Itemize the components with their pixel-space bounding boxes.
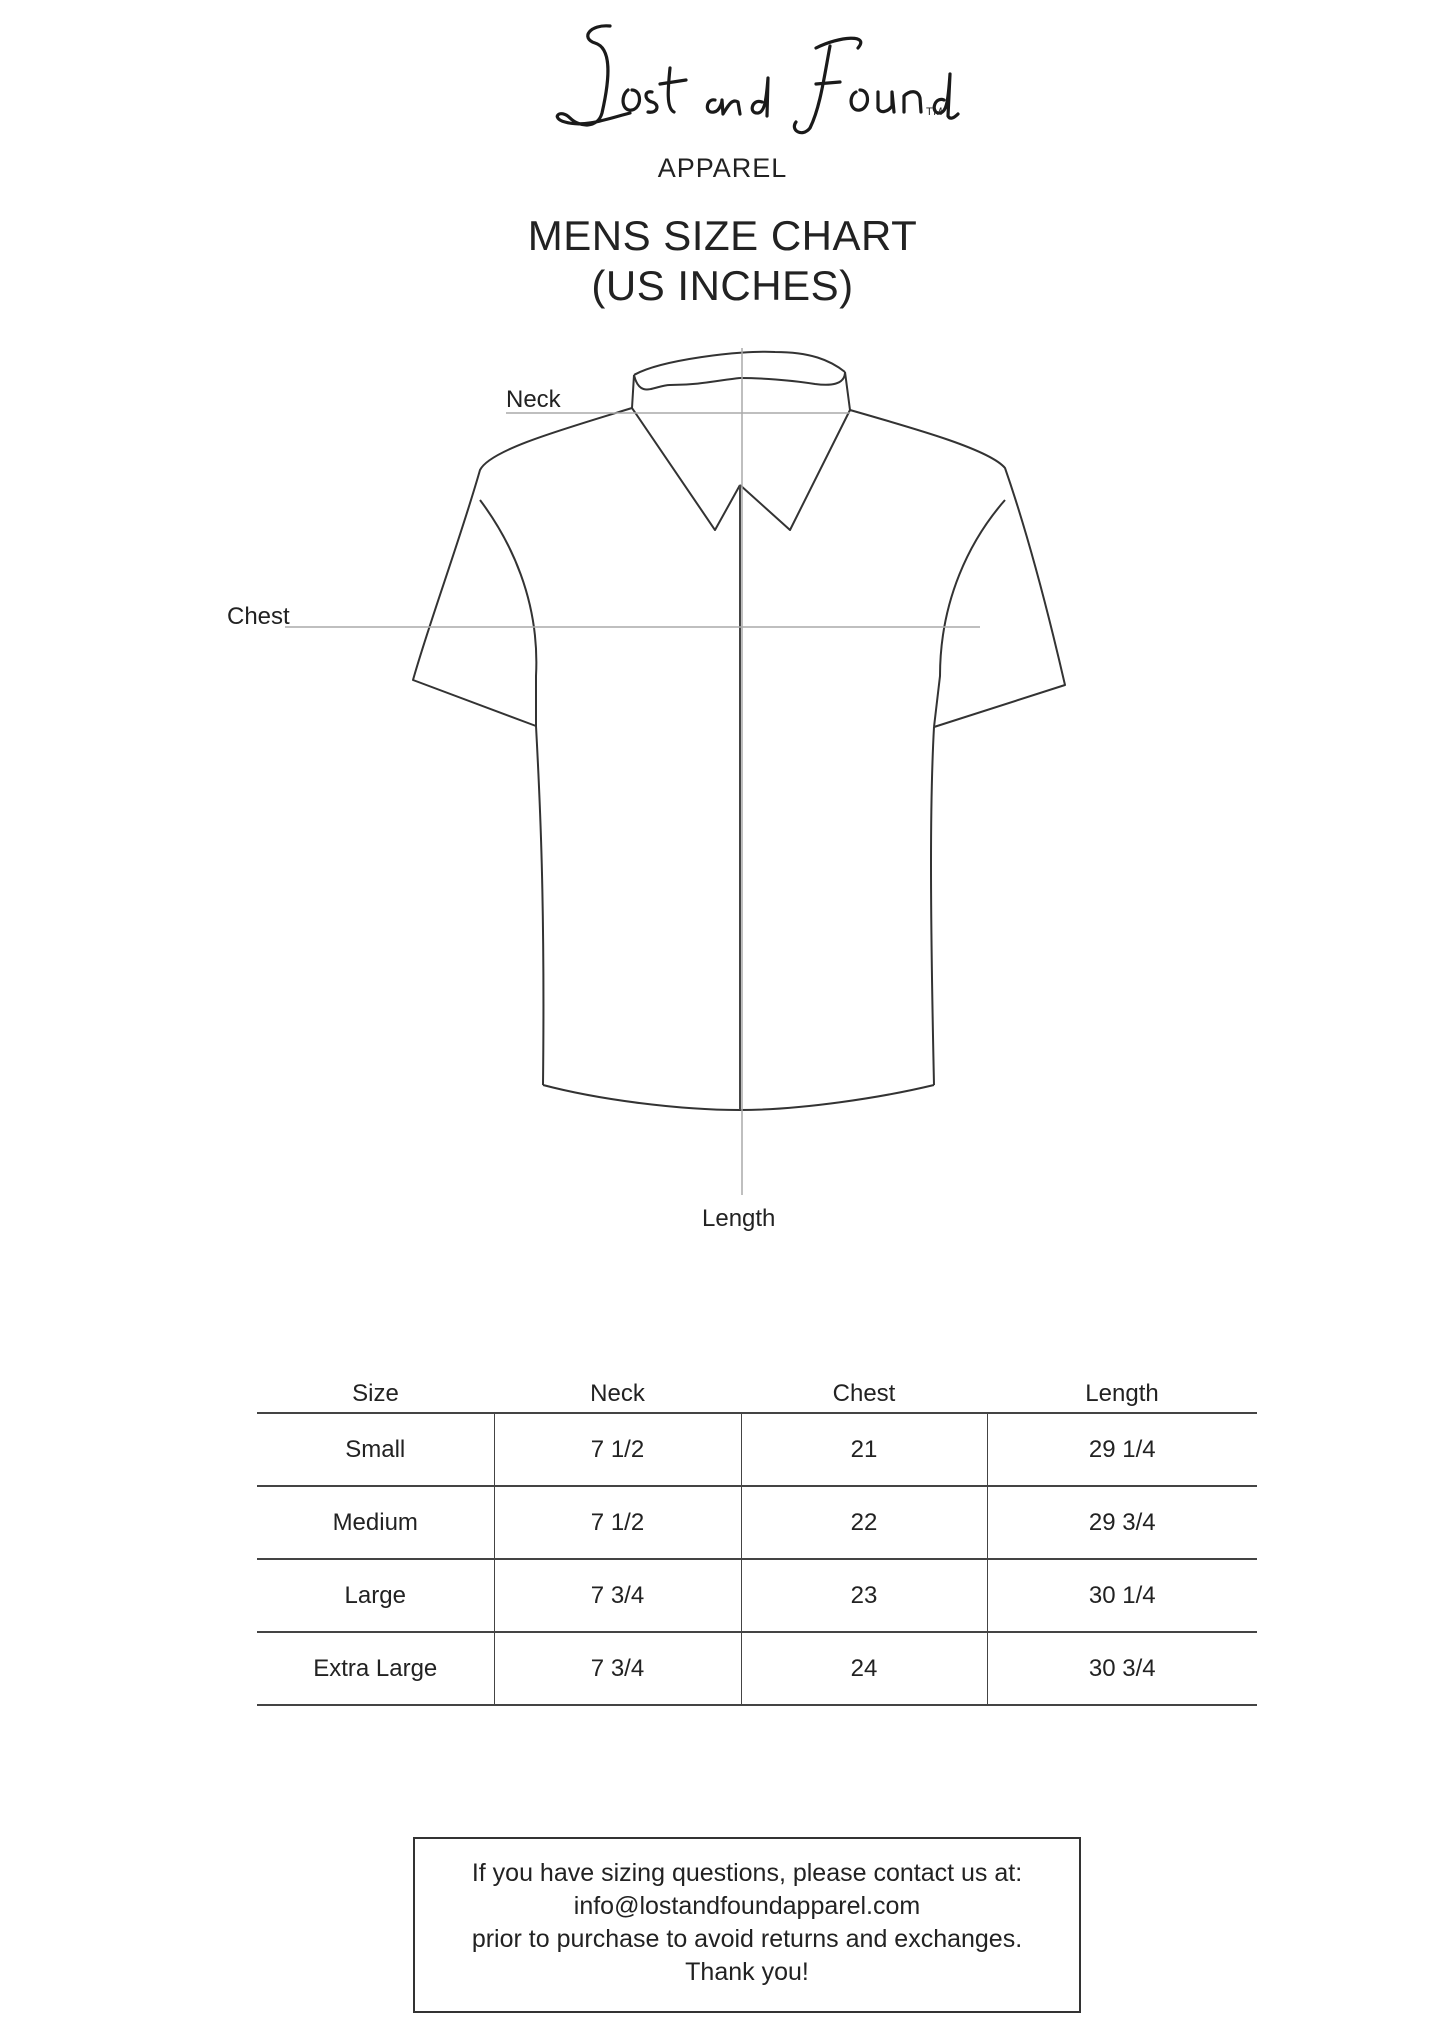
cell-size: Medium xyxy=(257,1486,494,1559)
size-table xyxy=(257,1370,1257,1706)
length-label: Length xyxy=(702,1205,776,1232)
cell-neck: 7 3/4 xyxy=(494,1632,741,1705)
table-header-row xyxy=(257,1370,1257,1413)
contact-box xyxy=(413,1837,1081,2013)
cell-size: Extra Large xyxy=(257,1632,494,1705)
neck-label: Neck xyxy=(506,386,561,413)
logo-apparel-text: APPAREL xyxy=(657,153,788,183)
cell-length: 29 3/4 xyxy=(987,1486,1257,1559)
table-row xyxy=(257,1486,1257,1559)
contact-line-thanks: Thank you! xyxy=(685,1958,809,1986)
table-row xyxy=(257,1559,1257,1632)
page-subtitle: (US INCHES) xyxy=(591,262,854,309)
cell-chest: 22 xyxy=(741,1486,987,1559)
chest-label: Chest xyxy=(227,603,290,630)
shirt-outline xyxy=(413,352,1065,1110)
cell-length: 30 3/4 xyxy=(987,1632,1257,1705)
contact-line-advice: prior to purchase to avoid returns and exchanges. xyxy=(471,1925,1023,1953)
contact-email-link[interactable]: info@lostandfoundapparel.com xyxy=(573,1892,921,1920)
cell-chest: 24 xyxy=(741,1632,987,1705)
cell-neck: 7 3/4 xyxy=(494,1559,741,1632)
cell-chest: 21 xyxy=(741,1413,987,1486)
cell-neck: 7 1/2 xyxy=(494,1413,741,1486)
table-row xyxy=(257,1632,1257,1705)
header-neck: Neck xyxy=(494,1370,741,1413)
cell-neck: 7 1/2 xyxy=(494,1486,741,1559)
cell-length: 29 1/4 xyxy=(987,1413,1257,1486)
table-row xyxy=(257,1413,1257,1486)
cell-size: Large xyxy=(257,1559,494,1632)
logo-trademark: TM xyxy=(926,106,943,118)
cell-size: Small xyxy=(257,1413,494,1486)
cell-chest: 23 xyxy=(741,1559,987,1632)
header-size: Size xyxy=(257,1370,494,1413)
page-title: MENS SIZE CHART xyxy=(527,212,918,259)
header-length: Length xyxy=(987,1370,1257,1413)
header-chest: Chest xyxy=(741,1370,987,1413)
measurement-lines xyxy=(285,348,980,1195)
cell-length: 30 1/4 xyxy=(987,1559,1257,1632)
contact-line-question: If you have sizing questions, please contact us at: xyxy=(471,1859,1023,1887)
